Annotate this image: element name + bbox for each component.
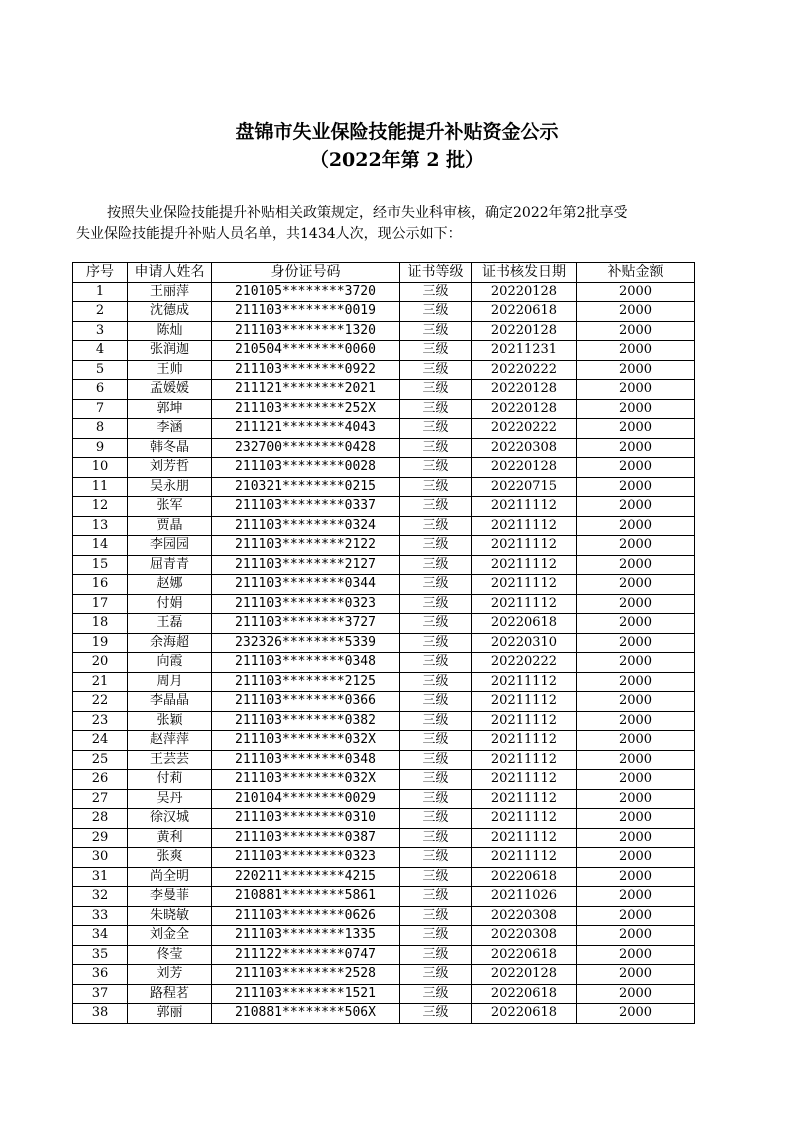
column-header-id-number: 身份证号码 <box>212 263 400 283</box>
table-row <box>73 614 695 634</box>
table-row <box>73 770 695 790</box>
table-row <box>73 867 695 887</box>
cell-id-number: 211122********0747 <box>212 945 400 965</box>
table-row <box>73 653 695 673</box>
table-row <box>73 789 695 809</box>
cell-id-number: 211103********1335 <box>212 926 400 946</box>
cell-amount: 2000 <box>577 926 695 946</box>
cell-amount: 2000 <box>577 848 695 868</box>
cell-name: 赵萍萍 <box>128 731 212 751</box>
cell-id-number: 211103********0348 <box>212 653 400 673</box>
cell-issue-date: 20220310 <box>472 633 577 653</box>
cell-amount: 2000 <box>577 575 695 595</box>
cell-name: 王丽萍 <box>128 282 212 302</box>
cell-issue-date: 20211112 <box>472 497 577 517</box>
intro-paragraph <box>76 203 708 245</box>
cell-id-number: 211103********0323 <box>212 848 400 868</box>
cell-index: 34 <box>73 926 128 946</box>
cell-amount: 2000 <box>577 653 695 673</box>
cell-id-number: 232326********5339 <box>212 633 400 653</box>
cell-cert-level: 三级 <box>400 770 472 790</box>
table-header-row <box>73 263 695 283</box>
cell-index: 15 <box>73 555 128 575</box>
cell-amount: 2000 <box>577 965 695 985</box>
cell-amount: 2000 <box>577 672 695 692</box>
column-header-index: 序号 <box>73 263 128 283</box>
cell-cert-level: 三级 <box>400 341 472 361</box>
intro-line-1: 按照失业保险技能提升补贴相关政策规定，经市失业科审核，确定2022年第2批享受 <box>107 205 628 221</box>
cell-cert-level: 三级 <box>400 497 472 517</box>
cell-index: 11 <box>73 477 128 497</box>
cell-name: 向霞 <box>128 653 212 673</box>
cell-issue-date: 20220308 <box>472 906 577 926</box>
cell-issue-date: 20211112 <box>472 770 577 790</box>
cell-cert-level: 三级 <box>400 1004 472 1024</box>
cell-amount: 2000 <box>577 321 695 341</box>
cell-id-number: 211103********0387 <box>212 828 400 848</box>
cell-id-number: 211103********0028 <box>212 458 400 478</box>
cell-name: 张爽 <box>128 848 212 868</box>
cell-index: 7 <box>73 399 128 419</box>
cell-cert-level: 三级 <box>400 321 472 341</box>
cell-issue-date: 20211112 <box>472 828 577 848</box>
cell-cert-level: 三级 <box>400 614 472 634</box>
cell-index: 22 <box>73 692 128 712</box>
cell-issue-date: 20220222 <box>472 360 577 380</box>
cell-cert-level: 三级 <box>400 419 472 439</box>
cell-issue-date: 20220128 <box>472 321 577 341</box>
cell-index: 1 <box>73 282 128 302</box>
cell-index: 25 <box>73 750 128 770</box>
cell-cert-level: 三级 <box>400 380 472 400</box>
cell-name: 张军 <box>128 497 212 517</box>
cell-id-number: 211103********1320 <box>212 321 400 341</box>
cell-name: 王芸芸 <box>128 750 212 770</box>
cell-id-number: 210504********0060 <box>212 341 400 361</box>
cell-id-number: 211103********0922 <box>212 360 400 380</box>
cell-issue-date: 20220618 <box>472 945 577 965</box>
cell-amount: 2000 <box>577 906 695 926</box>
table-row <box>73 692 695 712</box>
cell-issue-date: 20220308 <box>472 438 577 458</box>
cell-issue-date: 20211112 <box>472 575 577 595</box>
cell-index: 5 <box>73 360 128 380</box>
cell-name: 朱晓敏 <box>128 906 212 926</box>
table-row <box>73 887 695 907</box>
cell-issue-date: 20220618 <box>472 1004 577 1024</box>
cell-name: 尚全明 <box>128 867 212 887</box>
cell-issue-date: 20220618 <box>472 302 577 322</box>
cell-name: 王磊 <box>128 614 212 634</box>
cell-index: 32 <box>73 887 128 907</box>
cell-cert-level: 三级 <box>400 633 472 653</box>
cell-id-number: 211103********2122 <box>212 536 400 556</box>
cell-index: 17 <box>73 594 128 614</box>
cell-index: 9 <box>73 438 128 458</box>
cell-name: 佟莹 <box>128 945 212 965</box>
table-row <box>73 731 695 751</box>
cell-name: 李涵 <box>128 419 212 439</box>
cell-issue-date: 20220715 <box>472 477 577 497</box>
cell-amount: 2000 <box>577 789 695 809</box>
cell-id-number: 211103********0348 <box>212 750 400 770</box>
table-row <box>73 516 695 536</box>
cell-id-number: 211103********032X <box>212 770 400 790</box>
cell-cert-level: 三级 <box>400 594 472 614</box>
cell-id-number: 211103********252X <box>212 399 400 419</box>
table-row <box>73 477 695 497</box>
column-header-cert-level: 证书等级 <box>400 263 472 283</box>
cell-amount: 2000 <box>577 341 695 361</box>
cell-index: 3 <box>73 321 128 341</box>
cell-id-number: 211103********0344 <box>212 575 400 595</box>
cell-index: 28 <box>73 809 128 829</box>
cell-name: 赵娜 <box>128 575 212 595</box>
cell-cert-level: 三级 <box>400 477 472 497</box>
cell-cert-level: 三级 <box>400 945 472 965</box>
cell-id-number: 211103********0382 <box>212 711 400 731</box>
cell-id-number: 210881********506X <box>212 1004 400 1024</box>
cell-issue-date: 20220618 <box>472 614 577 634</box>
cell-index: 21 <box>73 672 128 692</box>
cell-id-number: 220211********4215 <box>212 867 400 887</box>
table-row <box>73 926 695 946</box>
cell-name: 付娟 <box>128 594 212 614</box>
cell-cert-level: 三级 <box>400 731 472 751</box>
cell-index: 29 <box>73 828 128 848</box>
cell-amount: 2000 <box>577 419 695 439</box>
cell-name: 王帅 <box>128 360 212 380</box>
cell-amount: 2000 <box>577 555 695 575</box>
cell-id-number: 210881********5861 <box>212 887 400 907</box>
table-row <box>73 438 695 458</box>
cell-index: 4 <box>73 341 128 361</box>
cell-cert-level: 三级 <box>400 711 472 731</box>
cell-name: 贾晶 <box>128 516 212 536</box>
page-title: 盘锦市失业保险技能提升补贴资金公示 <box>235 121 559 143</box>
cell-amount: 2000 <box>577 633 695 653</box>
cell-index: 36 <box>73 965 128 985</box>
table-row <box>73 672 695 692</box>
cell-amount: 2000 <box>577 516 695 536</box>
cell-issue-date: 20220618 <box>472 984 577 1004</box>
cell-name: 郭丽 <box>128 1004 212 1024</box>
cell-name: 李曼菲 <box>128 887 212 907</box>
cell-cert-level: 三级 <box>400 887 472 907</box>
cell-name: 刘芳哲 <box>128 458 212 478</box>
cell-id-number: 211103********0626 <box>212 906 400 926</box>
cell-cert-level: 三级 <box>400 789 472 809</box>
cell-issue-date: 20211112 <box>472 789 577 809</box>
cell-amount: 2000 <box>577 594 695 614</box>
table-row <box>73 282 695 302</box>
cell-amount: 2000 <box>577 360 695 380</box>
cell-issue-date: 20211112 <box>472 692 577 712</box>
table-row <box>73 750 695 770</box>
cell-name: 孟媛媛 <box>128 380 212 400</box>
cell-index: 18 <box>73 614 128 634</box>
cell-name: 沈德成 <box>128 302 212 322</box>
table-row <box>73 555 695 575</box>
table-row <box>73 906 695 926</box>
cell-amount: 2000 <box>577 945 695 965</box>
cell-cert-level: 三级 <box>400 848 472 868</box>
cell-issue-date: 20211026 <box>472 887 577 907</box>
cell-name: 余海超 <box>128 633 212 653</box>
cell-name: 吴丹 <box>128 789 212 809</box>
cell-index: 2 <box>73 302 128 322</box>
cell-name: 张颖 <box>128 711 212 731</box>
cell-name: 屈青青 <box>128 555 212 575</box>
cell-cert-level: 三级 <box>400 282 472 302</box>
cell-issue-date: 20220128 <box>472 282 577 302</box>
cell-amount: 2000 <box>577 1004 695 1024</box>
table-row <box>73 633 695 653</box>
cell-index: 12 <box>73 497 128 517</box>
cell-cert-level: 三级 <box>400 438 472 458</box>
cell-cert-level: 三级 <box>400 692 472 712</box>
cell-issue-date: 20220128 <box>472 458 577 478</box>
cell-cert-level: 三级 <box>400 965 472 985</box>
cell-name: 刘芳 <box>128 965 212 985</box>
cell-amount: 2000 <box>577 380 695 400</box>
cell-index: 20 <box>73 653 128 673</box>
cell-issue-date: 20220222 <box>472 653 577 673</box>
cell-amount: 2000 <box>577 731 695 751</box>
table-row <box>73 458 695 478</box>
cell-name: 张润迦 <box>128 341 212 361</box>
cell-amount: 2000 <box>577 809 695 829</box>
table-row <box>73 419 695 439</box>
cell-issue-date: 20211112 <box>472 672 577 692</box>
cell-amount: 2000 <box>577 399 695 419</box>
cell-issue-date: 20220128 <box>472 965 577 985</box>
cell-id-number: 211103********0324 <box>212 516 400 536</box>
table-row <box>73 302 695 322</box>
table-row <box>73 341 695 361</box>
cell-index: 30 <box>73 848 128 868</box>
cell-name: 周月 <box>128 672 212 692</box>
cell-index: 6 <box>73 380 128 400</box>
column-header-amount: 补贴金额 <box>577 263 695 283</box>
cell-cert-level: 三级 <box>400 555 472 575</box>
cell-index: 10 <box>73 458 128 478</box>
cell-name: 刘金全 <box>128 926 212 946</box>
cell-index: 24 <box>73 731 128 751</box>
cell-amount: 2000 <box>577 770 695 790</box>
cell-index: 13 <box>73 516 128 536</box>
cell-index: 19 <box>73 633 128 653</box>
cell-cert-level: 三级 <box>400 828 472 848</box>
table-row <box>73 360 695 380</box>
cell-amount: 2000 <box>577 984 695 1004</box>
cell-name: 吴永朋 <box>128 477 212 497</box>
cell-issue-date: 20220618 <box>472 867 577 887</box>
cell-id-number: 211121********4043 <box>212 419 400 439</box>
table-row <box>73 945 695 965</box>
cell-id-number: 210104********0029 <box>212 789 400 809</box>
table-row <box>73 711 695 731</box>
cell-amount: 2000 <box>577 750 695 770</box>
cell-id-number: 211103********3727 <box>212 614 400 634</box>
cell-name: 付莉 <box>128 770 212 790</box>
cell-amount: 2000 <box>577 438 695 458</box>
cell-cert-level: 三级 <box>400 750 472 770</box>
cell-index: 16 <box>73 575 128 595</box>
cell-amount: 2000 <box>577 711 695 731</box>
cell-index: 27 <box>73 789 128 809</box>
cell-id-number: 210321********0215 <box>212 477 400 497</box>
cell-index: 38 <box>73 1004 128 1024</box>
table-body <box>73 282 695 1023</box>
column-header-name: 申请人姓名 <box>128 263 212 283</box>
cell-name: 韩冬晶 <box>128 438 212 458</box>
cell-cert-level: 三级 <box>400 867 472 887</box>
cell-issue-date: 20211112 <box>472 516 577 536</box>
cell-index: 23 <box>73 711 128 731</box>
cell-name: 李晶晶 <box>128 692 212 712</box>
cell-name: 徐汉城 <box>128 809 212 829</box>
cell-amount: 2000 <box>577 302 695 322</box>
cell-id-number: 211103********0366 <box>212 692 400 712</box>
cell-cert-level: 三级 <box>400 536 472 556</box>
cell-amount: 2000 <box>577 614 695 634</box>
table-row <box>73 575 695 595</box>
table-row <box>73 828 695 848</box>
cell-amount: 2000 <box>577 887 695 907</box>
cell-id-number: 211103********0310 <box>212 809 400 829</box>
table-row <box>73 380 695 400</box>
cell-name: 郭坤 <box>128 399 212 419</box>
cell-id-number: 211103********0019 <box>212 302 400 322</box>
cell-index: 8 <box>73 419 128 439</box>
cell-id-number: 211103********2125 <box>212 672 400 692</box>
cell-amount: 2000 <box>577 828 695 848</box>
column-header-issue-date: 证书核发日期 <box>472 263 577 283</box>
cell-id-number: 232700********0428 <box>212 438 400 458</box>
cell-name: 路程茗 <box>128 984 212 1004</box>
cell-issue-date: 20211112 <box>472 848 577 868</box>
table-row <box>73 984 695 1004</box>
cell-id-number: 211103********2528 <box>212 965 400 985</box>
cell-amount: 2000 <box>577 867 695 887</box>
cell-amount: 2000 <box>577 282 695 302</box>
cell-cert-level: 三级 <box>400 516 472 536</box>
cell-cert-level: 三级 <box>400 984 472 1004</box>
cell-cert-level: 三级 <box>400 399 472 419</box>
cell-name: 黄利 <box>128 828 212 848</box>
cell-id-number: 211103********032X <box>212 731 400 751</box>
cell-issue-date: 20211112 <box>472 594 577 614</box>
cell-amount: 2000 <box>577 477 695 497</box>
cell-cert-level: 三级 <box>400 458 472 478</box>
cell-cert-level: 三级 <box>400 906 472 926</box>
cell-issue-date: 20211112 <box>472 731 577 751</box>
cell-index: 37 <box>73 984 128 1004</box>
table-row <box>73 965 695 985</box>
cell-name: 陈灿 <box>128 321 212 341</box>
cell-issue-date: 20220222 <box>472 419 577 439</box>
cell-amount: 2000 <box>577 497 695 517</box>
intro-line-2: 失业保险技能提升补贴人员名单，共1434人次，现公示如下： <box>76 226 462 242</box>
cell-index: 33 <box>73 906 128 926</box>
table-row <box>73 399 695 419</box>
cell-id-number: 211121********2021 <box>212 380 400 400</box>
cell-id-number: 211103********2127 <box>212 555 400 575</box>
cell-cert-level: 三级 <box>400 672 472 692</box>
cell-cert-level: 三级 <box>400 926 472 946</box>
cell-index: 14 <box>73 536 128 556</box>
cell-index: 31 <box>73 867 128 887</box>
cell-amount: 2000 <box>577 536 695 556</box>
cell-issue-date: 20211112 <box>472 536 577 556</box>
cell-issue-date: 20211112 <box>472 750 577 770</box>
page-subtitle: （2022年第 2 批） <box>309 149 485 171</box>
cell-cert-level: 三级 <box>400 575 472 595</box>
cell-cert-level: 三级 <box>400 360 472 380</box>
cell-cert-level: 三级 <box>400 302 472 322</box>
cell-name: 李园园 <box>128 536 212 556</box>
cell-id-number: 211103********0337 <box>212 497 400 517</box>
table-row <box>73 497 695 517</box>
cell-issue-date: 20211231 <box>472 341 577 361</box>
cell-id-number: 211103********1521 <box>212 984 400 1004</box>
cell-issue-date: 20220308 <box>472 926 577 946</box>
table-row <box>73 848 695 868</box>
cell-cert-level: 三级 <box>400 809 472 829</box>
cell-index: 35 <box>73 945 128 965</box>
table-row <box>73 321 695 341</box>
table-row <box>73 809 695 829</box>
cell-issue-date: 20211112 <box>472 555 577 575</box>
cell-issue-date: 20220128 <box>472 380 577 400</box>
cell-cert-level: 三级 <box>400 653 472 673</box>
cell-issue-date: 20211112 <box>472 809 577 829</box>
cell-amount: 2000 <box>577 458 695 478</box>
cell-amount: 2000 <box>577 692 695 712</box>
cell-index: 26 <box>73 770 128 790</box>
cell-issue-date: 20211112 <box>472 711 577 731</box>
table-row <box>73 1004 695 1024</box>
cell-id-number: 210105********3720 <box>212 282 400 302</box>
subsidy-table <box>72 262 695 1024</box>
table-row <box>73 536 695 556</box>
cell-id-number: 211103********0323 <box>212 594 400 614</box>
cell-issue-date: 20220128 <box>472 399 577 419</box>
table-row <box>73 594 695 614</box>
